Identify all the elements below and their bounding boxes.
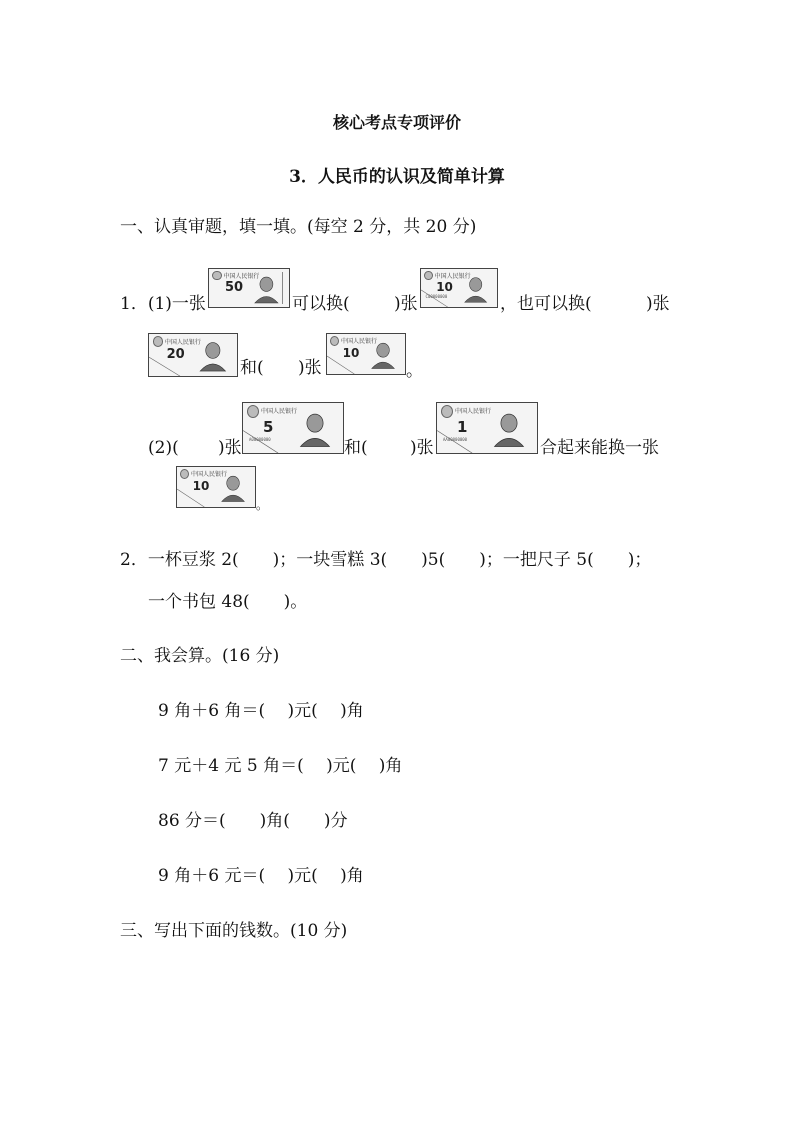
banknote-10-yuan: [326, 333, 406, 375]
calc-item-4: 9 角＋6 元＝( )元( )角: [158, 866, 364, 886]
denomination-label: 10: [342, 346, 360, 360]
q1-1-text-f: 和(: [240, 358, 264, 378]
q1-2-text-d: )张: [410, 438, 434, 458]
q1-2-text-f: 。: [256, 498, 269, 512]
q1-1-text-d: ，也可以换(: [500, 294, 592, 314]
denomination-label: 10: [436, 280, 453, 295]
q2-line-1: 2．一杯豆浆 2( )；一块雪糕 3( )5( )；一把尺子 5( )；: [120, 550, 652, 570]
q1-1-text-c: )张: [394, 294, 418, 314]
section-3-heading: 三、写出下面的钱数。(10 分): [120, 921, 348, 941]
page-title: 核心考点专项评价: [332, 113, 461, 132]
denomination-label: 1: [457, 418, 468, 436]
q1-2-text-b: )张: [218, 438, 242, 458]
q1-1-text-a: 1．(1)一张: [120, 294, 206, 314]
q1-1-text-g: )张: [298, 358, 322, 378]
q1-2-text-e: 合起来能换一张: [540, 438, 659, 458]
national-emblem-icon: [212, 271, 222, 281]
page-subtitle: 3．人民币的认识及简单计算: [289, 167, 505, 187]
banknote-1-yuan: 中国人民银行 1 AA00000000: [436, 402, 538, 454]
section-1-heading: 一、认真审题，填一填。(每空 2 分，共 20 分): [120, 217, 477, 237]
calc-item-2: 7 元＋4 元 5 角＝( )元( )角: [158, 756, 403, 776]
calc-item-3: 86 分＝( )角( )分: [158, 811, 348, 831]
banknote-5-yuan: 中国人民银行 5 A00000000: [242, 402, 344, 454]
bank-name-label: 中国人民银行: [341, 338, 378, 346]
q1-2-text-c: 和(: [344, 438, 368, 458]
bank-name-label: 中国人民银行: [455, 408, 492, 415]
banknote-10-yuan: [176, 466, 256, 508]
q1-1-text-h: 。: [406, 361, 423, 381]
q1-1-text-e: )张: [646, 294, 670, 314]
section-2-heading: 二、我会算。(16 分): [120, 646, 280, 666]
portrait-icon: [252, 273, 281, 304]
banknote-20-yuan: [148, 333, 238, 377]
calc-item-1: 9 角＋6 角＝( )元( )角: [158, 701, 364, 721]
bank-name-label: 中国人民银行: [434, 273, 471, 281]
q2-line-2: 一个书包 48( )。: [148, 592, 308, 612]
bank-name-label: 中国人民银行: [223, 273, 260, 281]
denomination-label: 10: [192, 479, 210, 493]
bank-name-label: 中国人民银行: [191, 471, 228, 479]
banknote-10-yuan: 中国人民银行 10 C00000000: [420, 268, 498, 308]
denomination-label: 5: [263, 418, 274, 436]
denomination-label: 20: [166, 346, 185, 362]
denomination-label: 50: [225, 280, 244, 296]
q1-2-text-a: (2)(: [148, 438, 179, 458]
banknote-50-yuan: [208, 268, 290, 308]
bank-name-label: 中国人民银行: [164, 338, 201, 346]
bank-name-label: 中国人民银行: [261, 408, 298, 415]
q1-1-text-b: 可以换(: [292, 294, 350, 314]
